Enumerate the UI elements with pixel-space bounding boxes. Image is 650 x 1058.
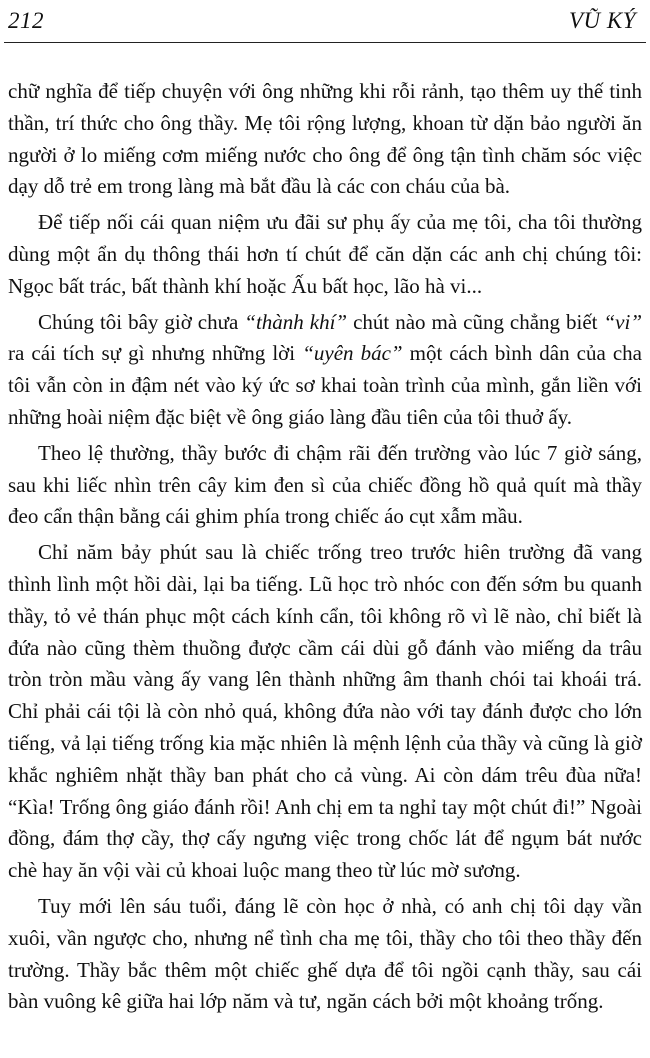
text-segment: Tuy mới lên sáu tuổi, đáng lẽ còn học ở nhà, có anh chị tôi dạy vần xuôi, vần ngược cho, nhưng nể tình cha mẹ tôi, thầy cho tôi theo thầy đến trường. Thầy bắc thêm một chiếc ghế dựa để tôi ngồi cạnh thầy, sau cái bàn vuông kê giữa hai lớp năm và tư, ngăn cách bởi một khoảng trống. [8, 893, 642, 1014]
text-segment: một cách bình dân của cha tôi vẫn còn in đậm nét vào ký ức sơ khai toàn trình của mình, gắn liền với những hoài niệm đặc biệt về ông giáo làng đầu tiên của tôi thuở ấy. [8, 341, 642, 429]
running-title: VŨ KÝ [568, 8, 636, 33]
text-segment: Để tiếp nối cái quan niệm ưu đãi sư phụ ấy của mẹ tôi, cha tôi thường dùng một ẩn dụ thông thái hơn tí chút để căn dặn các anh chị chúng tôi: Ngọc bất trác, bất thành khí hoặc Ấu bất học, lão hà vi... [8, 210, 642, 298]
body-text [8, 76, 642, 1018]
text-segment: Theo lệ thường, thầy bước đi chậm rãi đến trường vào lúc 7 giờ sáng, sau khi liếc nhìn trên cây kim đen sì của chiếc đồng hồ quả quít mà thầy đeo cẩn thận bằng cái ghim phía trong chiếc áo cụt xẫm mầu. [8, 440, 642, 529]
text-segment: Chúng tôi bây giờ chưa [38, 309, 245, 334]
text-segment: ra cái tích sự gì nhưng những lời [8, 341, 303, 366]
paragraph-school-drum [8, 537, 642, 887]
text-segment: chút nào mà cũng chẳng biết [347, 309, 604, 334]
paragraph-first-school-day [8, 891, 642, 1018]
quoted-term: “uyên bác” [302, 341, 403, 366]
quoted-term: “vi” [603, 309, 642, 334]
paragraph-father-words [8, 307, 642, 434]
quoted-term: “thành khí” [244, 309, 348, 334]
page-number: 212 [8, 8, 44, 33]
paragraph-teacher-routine [8, 438, 642, 533]
header-rule [4, 42, 646, 43]
page-header [0, 0, 650, 44]
paragraph-continuation [8, 76, 642, 203]
text-segment: Chỉ năm bảy phút sau là chiếc trống treo trước hiên trường đã vang thình lình một hồi dài, lại ba tiếng. Lũ học trò nhóc con đến sớm bu quanh thầy, tỏ vẻ thán phục một cách kính cẩn, tôi không rõ vì lẽ nào, chỉ biết là đứa nào cũng thèm thuồng được cầm cái dùi gỗ đánh vào miếng da trâu tròn tròn mầu vàng ấy vang lên thành những âm thanh chói tai khoái trá. Chỉ phải cái tội là còn nhỏ quá, không đứa nào với tay đánh được cho lớn tiếng, vả lại tiếng trống kia mặc nhiên là mệnh lệnh của thầy và cũng là giờ khắc nghiêm nhặt thầy ban phát cho cả vùng. Ai còn dám trêu đùa nữa! “Kìa! Trống ông giáo đánh rồi! Anh chị em ta nghỉ tay một chút đi!” Ngoài đồng, đám thợ cầy, thợ cấy ngưng việc trong chốc lát để ngụm bát nước chè hay ăn vội vài củ khoai luộc mang theo từ lúc mờ sương. [8, 540, 642, 883]
text-segment: chữ nghĩa để tiếp chuyện với ông những khi rỗi rảnh, tạo thêm uy thế tinh thần, trí thức cho ông thầy. Mẹ tôi rộng lượng, khoan từ dặn bảo người ăn người ở lo miếng cơm miếng nước cho ông để ông tận tình chăm sóc việc dạy dỗ trẻ em trong làng mà bắt đầu là các con cháu của bà. [8, 79, 642, 199]
paragraph-mother-tradition [8, 207, 642, 302]
